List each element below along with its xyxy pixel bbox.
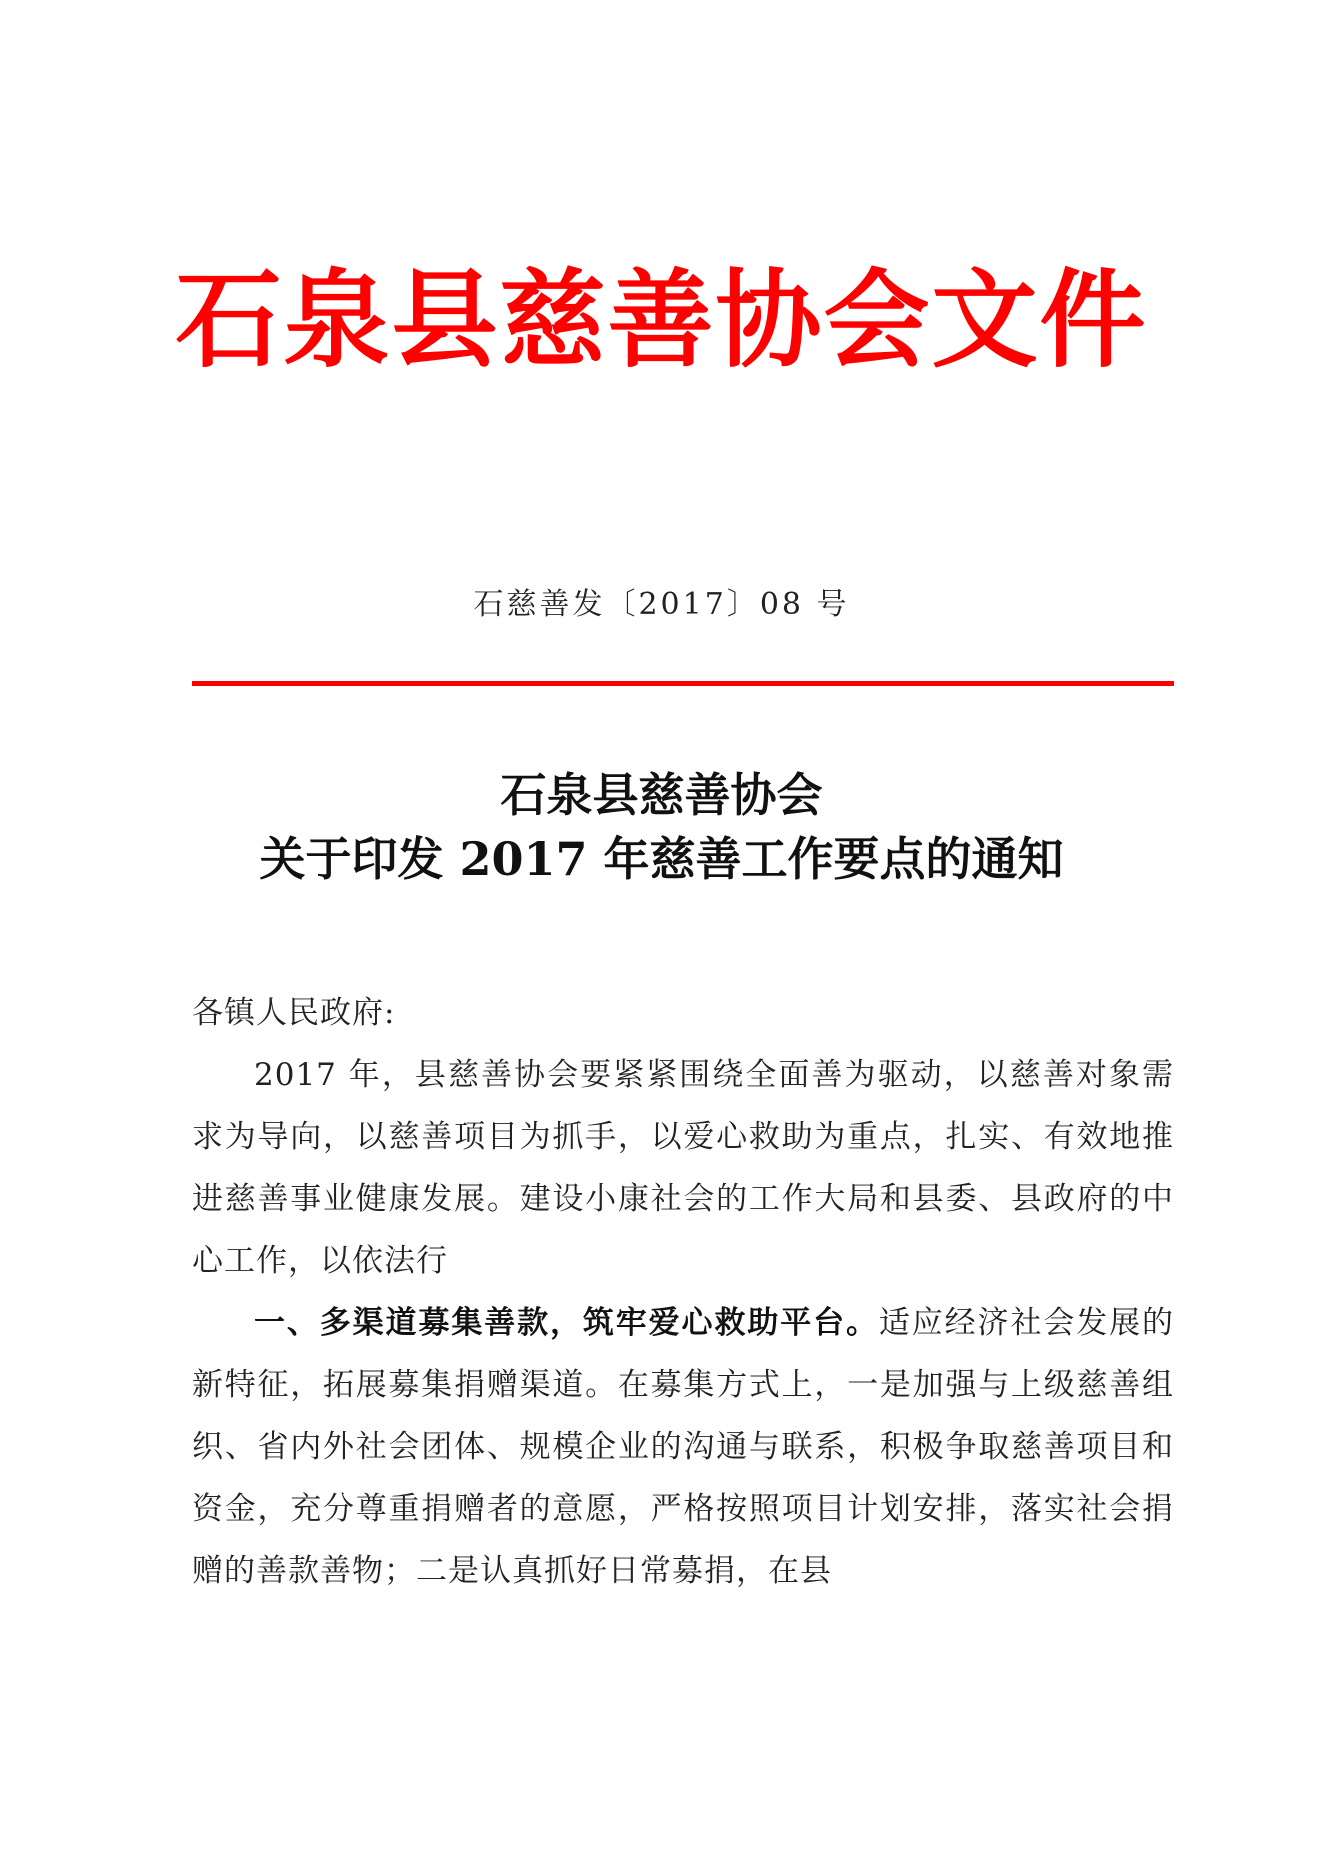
title-line-1: 石泉县慈善协会 [500, 768, 823, 822]
section-1-heading: 一、多渠道募集善款，筑牢爱心救助平台。 [254, 1305, 879, 1341]
document-number: 石慈善发〔2017〕08 号 [473, 587, 850, 622]
salutation: 各镇人民政府: [192, 995, 396, 1031]
intro-paragraph: 2017 年，县慈善协会要紧紧围绕全面善为驱动，以慈善对象需求为导向，以慈善项目为抓手，以爱心救助为重点，扎实、有效地推进慈善事业健康发展。建设小康社会的工作大局和县委、县政府的中心工作，以依法行 [192, 1057, 1174, 1279]
red-separator-line [192, 681, 1174, 686]
section-1-paragraph [192, 1292, 1174, 1602]
section-1-body: 适应经济社会发展的新特征，拓展募集捐赠渠道。在募集方式上，一是加强与上级慈善组织、省内外社会团体、规模企业的沟通与联系，积极争取慈善项目和资金，充分尊重捐赠者的意愿，严格按照项目计划安排，落实社会捐赠的善款善物；二是认真抓好日常募捐，在县 [192, 1305, 1175, 1589]
document-title [0, 763, 1323, 891]
document-masthead: 石泉县慈善协会文件 [175, 257, 1148, 382]
document-body [192, 982, 1174, 1602]
title-line-2: 关于印发 2017 年慈善工作要点的通知 [259, 832, 1064, 886]
